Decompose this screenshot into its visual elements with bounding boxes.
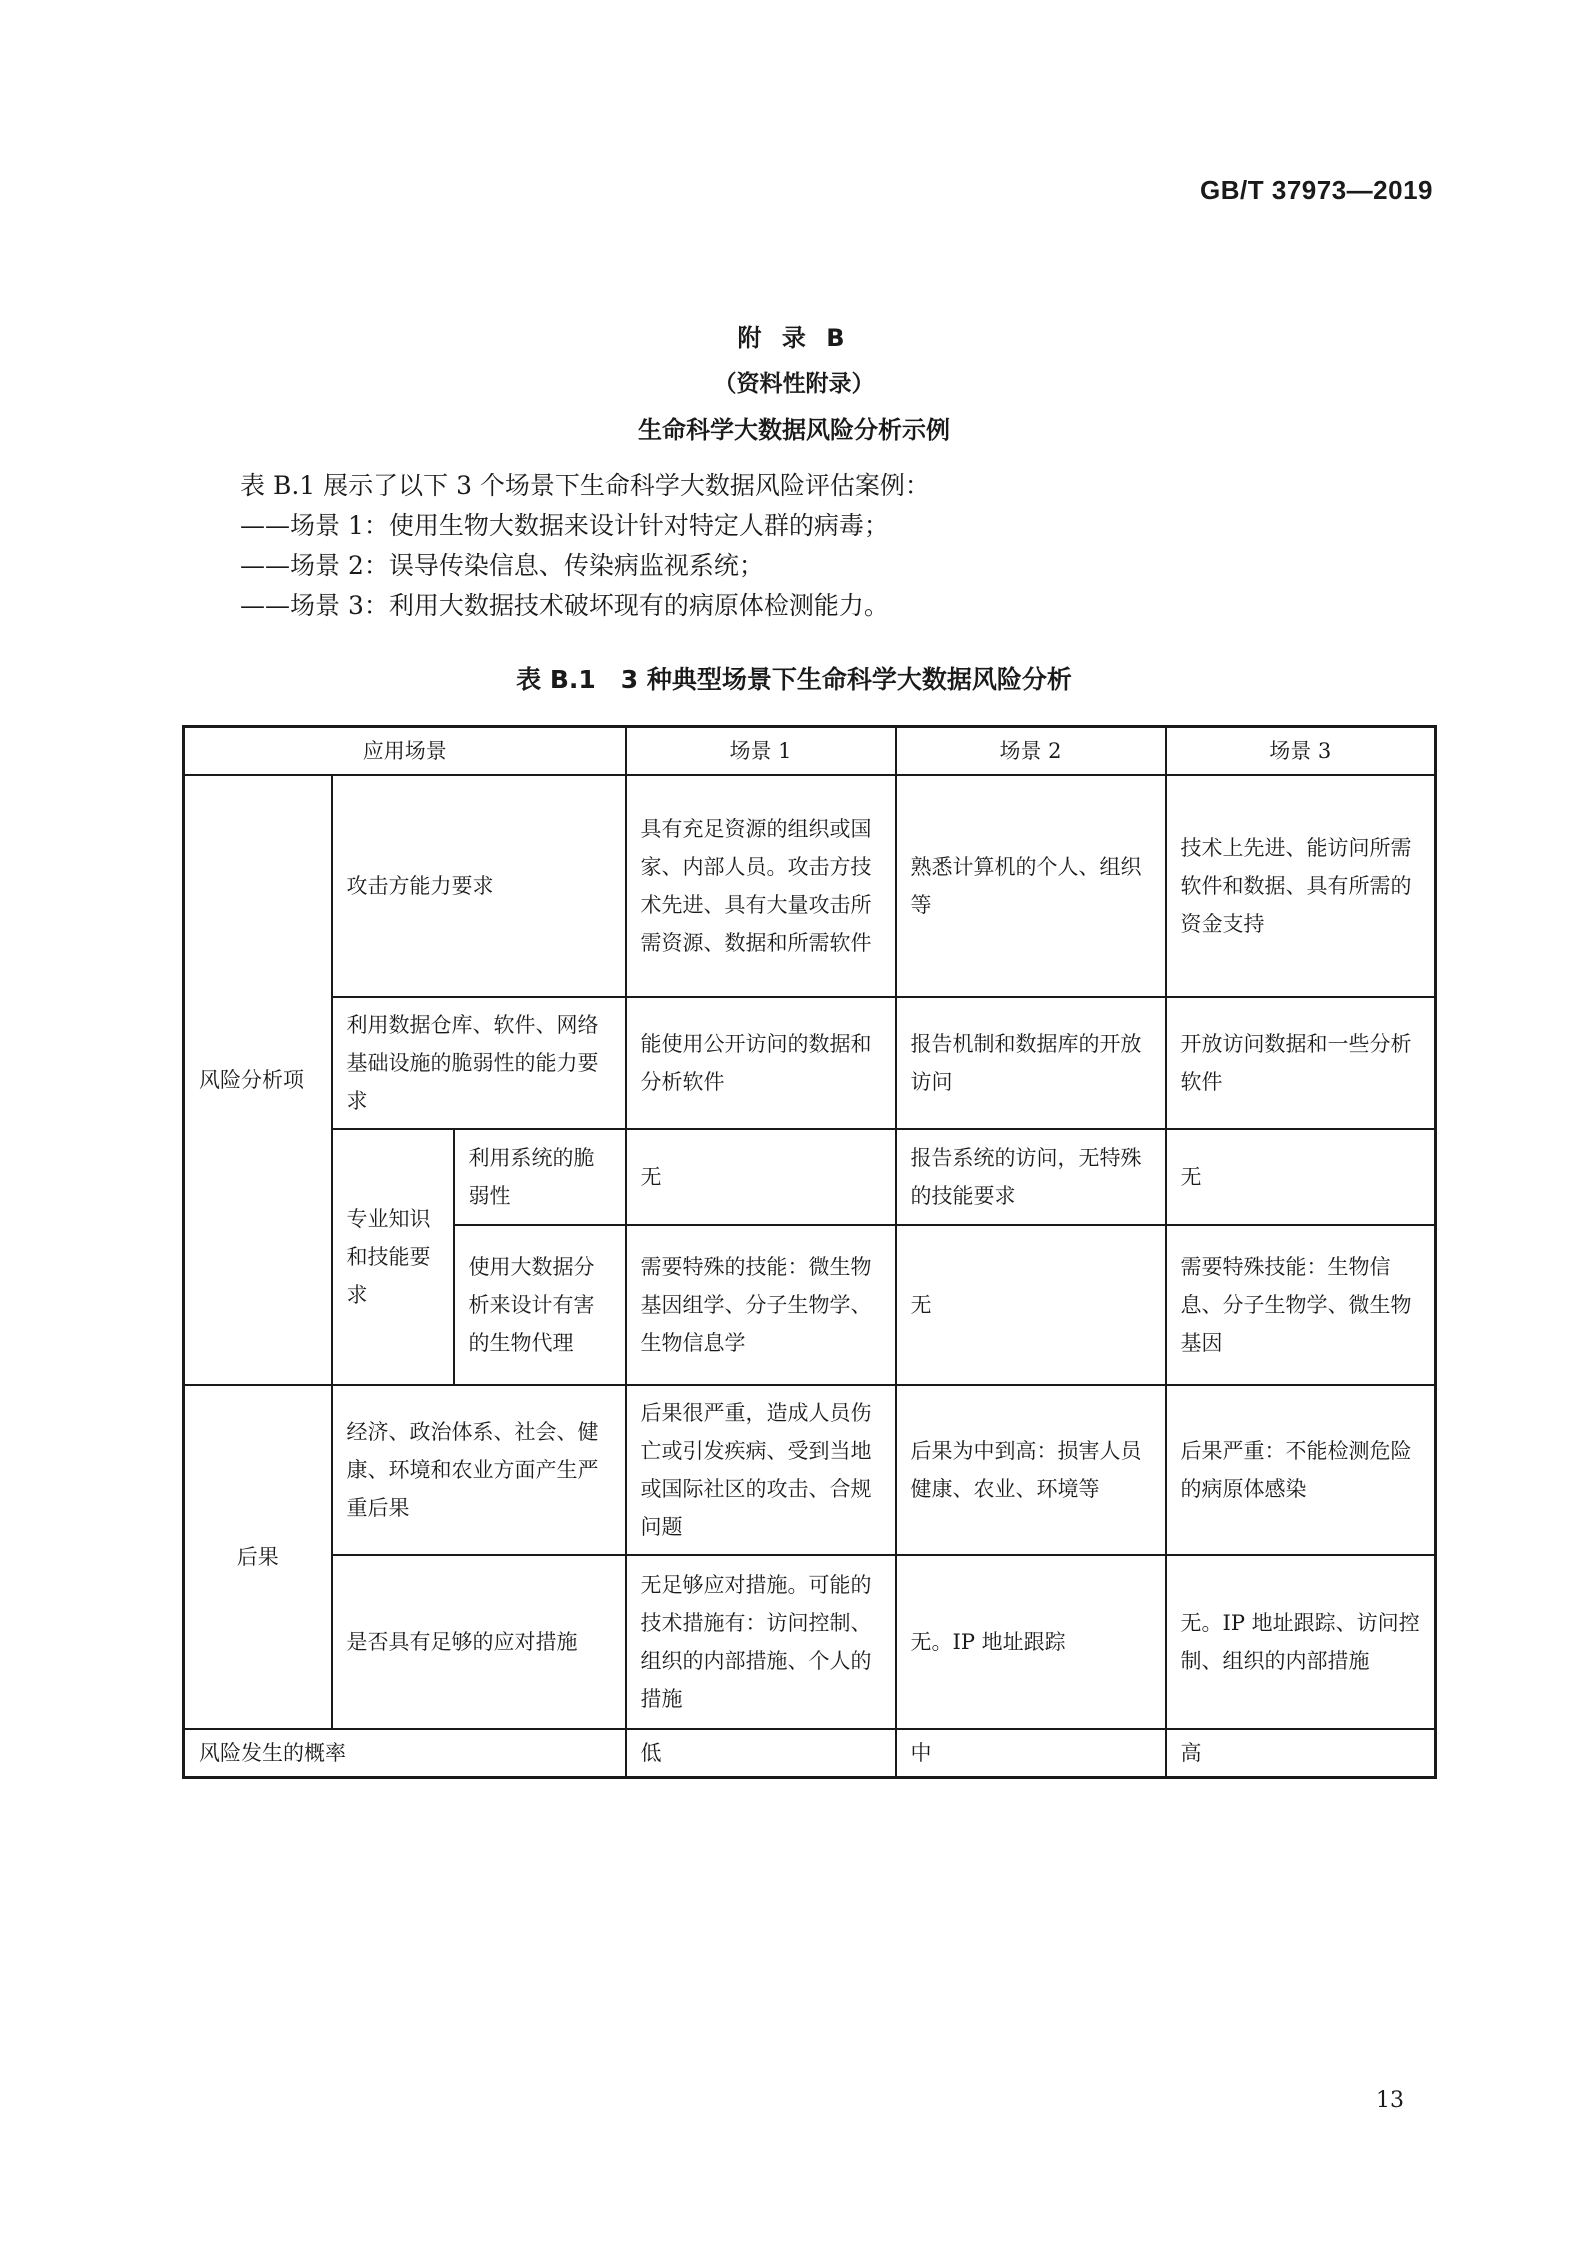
appendix-subtitle: （资料性附录） [713,371,875,397]
sys-vuln-label: 利用系统的脆弱性 [454,1129,626,1225]
impact-s3: 后果严重：不能检测危险的病原体感染 [1166,1385,1436,1555]
skill-group-label: 专业知识和技能要求 [332,1129,454,1385]
intro-item-3: ——场景 3：利用大数据技术破坏现有的病原体检测能力。 [240,591,889,620]
risk-analysis-table [182,725,1437,1779]
table-row-sys-vuln [184,1129,1436,1225]
bigdata-s2: 无 [896,1225,1166,1385]
vuln-s1: 能使用公开访问的数据和分析软件 [626,997,896,1129]
measures-s3: 无。IP 地址跟踪、访问控制、组织的内部措施 [1166,1555,1436,1729]
table-row-probability [184,1729,1436,1778]
attacker-s2: 熟悉计算机的个人、组织等 [896,775,1166,997]
appendix-heading [0,318,1588,445]
sys-vuln-s3: 无 [1166,1129,1436,1225]
measures-s2: 无。IP 地址跟踪 [896,1555,1166,1729]
vuln-s3: 开放访问数据和一些分析软件 [1166,997,1436,1129]
impact-s2: 后果为中到高：损害人员健康、农业、环境等 [896,1385,1166,1555]
appendix-name: 生命科学大数据风险分析示例 [638,416,950,444]
intro-paragraph [240,466,1440,626]
table-row-measures [184,1555,1436,1729]
attacker-label: 攻击方能力要求 [332,775,626,997]
probability-label: 风险发生的概率 [184,1729,626,1778]
table-row-impact [184,1385,1436,1555]
sys-vuln-s2: 报告系统的访问，无特殊的技能要求 [896,1129,1166,1225]
measures-label: 是否具有足够的应对措施 [332,1555,626,1729]
intro-lead: 表 B.1 展示了以下 3 个场景下生命科学大数据风险评估案例： [240,471,930,500]
intro-item-1: ——场景 1：使用生物大数据来设计针对特定人群的病毒； [240,511,889,540]
standard-code: GB/T 37973—2019 [1200,175,1433,205]
risk-group-label: 风险分析项 [184,775,332,1385]
header-scene-1: 场景 1 [626,727,896,776]
attacker-s3: 技术上先进、能访问所需软件和数据、具有所需的资金支持 [1166,775,1436,997]
vuln-s2: 报告机制和数据库的开放访问 [896,997,1166,1129]
intro-item-2: ——场景 2：误导传染信息、传染病监视系统； [240,551,764,580]
bigdata-label: 使用大数据分析来设计有害的生物代理 [454,1225,626,1385]
probability-s2: 中 [896,1729,1166,1778]
table-row-vuln [184,997,1436,1129]
header-scene-2: 场景 2 [896,727,1166,776]
bigdata-s3: 需要特殊技能：生物信息、分子生物学、微生物基因 [1166,1225,1436,1385]
impact-s1: 后果很严重，造成人员伤亡或引发疾病、受到当地或国际社区的攻击、合规问题 [626,1385,896,1555]
header-scene-3: 场景 3 [1166,727,1436,776]
attacker-s1: 具有充足资源的组织或国家、内部人员。攻击方技术先进、具有大量攻击所需资源、数据和所需软件 [626,775,896,997]
impact-label: 经济、政治体系、社会、健康、环境和农业方面产生严重后果 [332,1385,626,1555]
sys-vuln-s1: 无 [626,1129,896,1225]
vuln-label: 利用数据仓库、软件、网络基础设施的脆弱性的能力要求 [332,997,626,1129]
appendix-title: 附 录 B [737,324,851,352]
header-scene: 应用场景 [184,727,626,776]
table-caption: 表 B.1 3 种典型场景下生命科学大数据风险分析 [516,665,1072,694]
consequence-group-label: 后果 [184,1385,332,1729]
table-row-attacker [184,775,1436,997]
probability-s3: 高 [1166,1729,1436,1778]
page-number: 13 [1376,2088,1404,2113]
measures-s1: 无足够应对措施。可能的技术措施有：访问控制、组织的内部措施、个人的措施 [626,1555,896,1729]
table-header-row [184,727,1436,776]
bigdata-s1: 需要特殊的技能：微生物基因组学、分子生物学、生物信息学 [626,1225,896,1385]
probability-s1: 低 [626,1729,896,1778]
